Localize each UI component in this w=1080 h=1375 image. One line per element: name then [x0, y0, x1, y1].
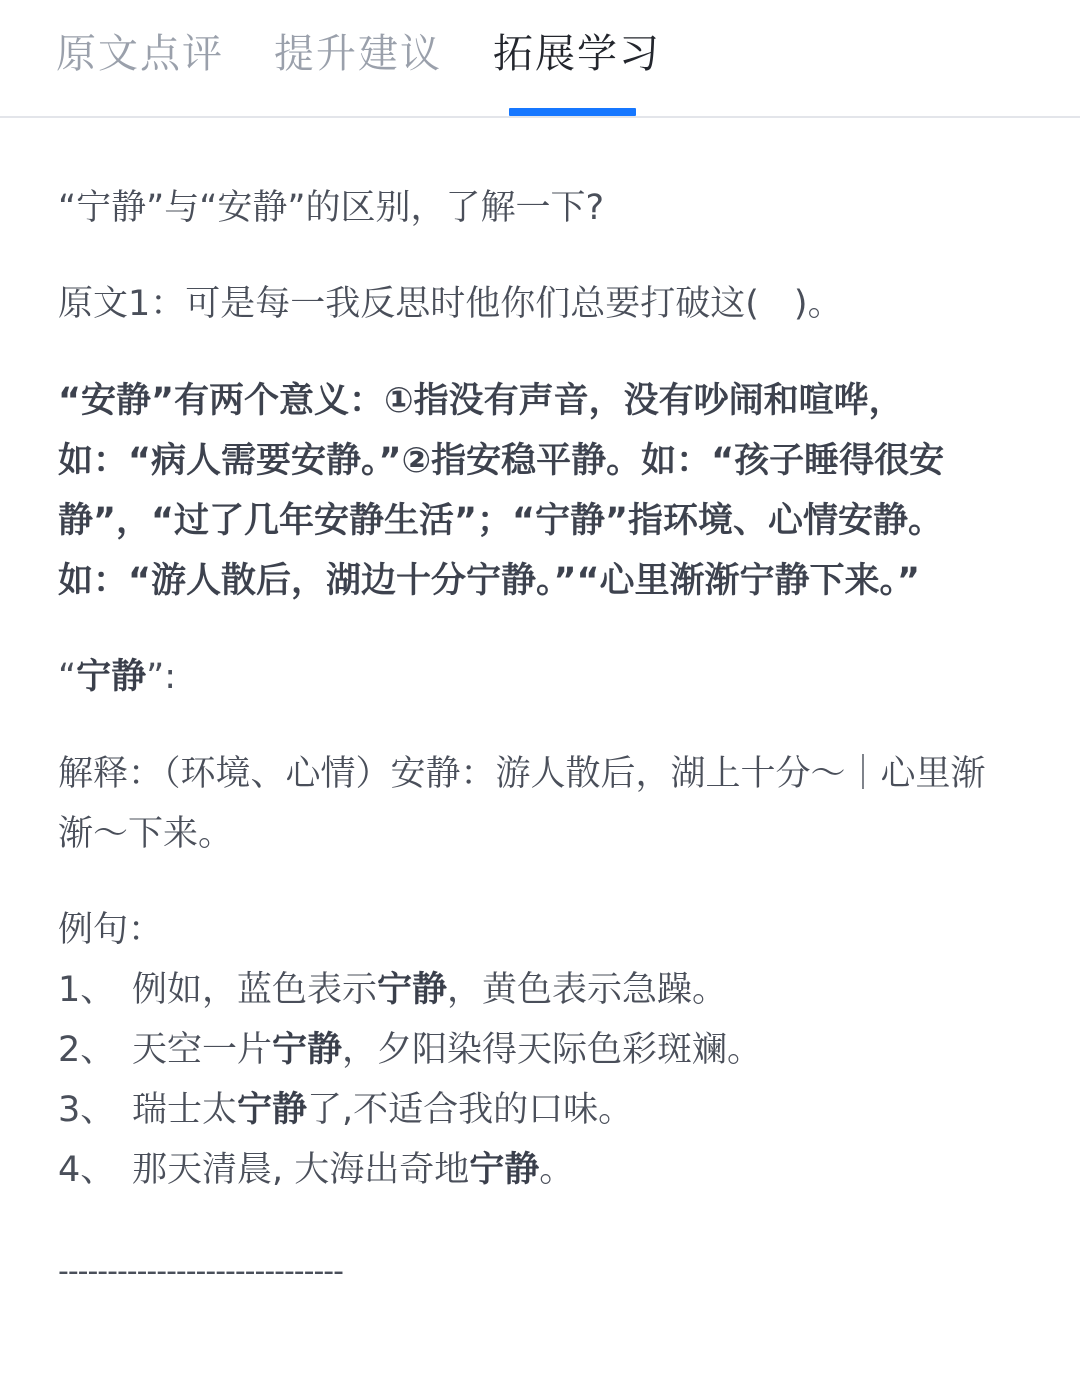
example-text-before: 那天清晨, 大海出奇地 [132, 1150, 470, 1190]
section-heading: “宁静”与“安静”的区别，了解一下? [58, 188, 605, 228]
term-heading [58, 647, 1008, 707]
example-text-after: ，黄色表示急躁。 [447, 970, 728, 1010]
list-item [58, 1020, 1008, 1080]
example-number: 4、 [58, 1150, 116, 1190]
example-text-before: 瑞士太 [132, 1090, 238, 1130]
list-item [58, 1080, 1008, 1140]
term-open-quote: “ [58, 657, 77, 697]
example-keyword: 宁静 [377, 970, 448, 1010]
example-text-after: 了,不适合我的口味。 [307, 1090, 634, 1130]
example-text-before: 天空一片 [132, 1030, 273, 1070]
tab-extended-learning[interactable]: 拓展学习 [493, 31, 661, 77]
example-text-before: 例如，蓝色表示 [132, 970, 378, 1010]
tab-original-review[interactable]: 原文点评 [56, 31, 224, 77]
learning-content [58, 178, 1008, 1292]
dashed-divider: ----------------------------- [58, 1254, 343, 1289]
word-difference-explanation: “安静”有两个意义：①指没有声音，没有吵闹和喧哗，如：“病人需要安静。”②指安稳平静。如：“孩子睡得很安静”，“过了几年安静生活”；“宁静”指环境、心情安静。如：“游人散后，湖边十分宁静。”“心里渐渐宁静下来。” [58, 381, 945, 601]
term-word: 宁静 [76, 657, 147, 697]
example-text-after: 。 [539, 1150, 575, 1190]
example-keyword: 宁静 [469, 1150, 540, 1190]
examples-label: 例句： [58, 910, 164, 950]
term-definition: 解释：（环境、心情）安静：游人散后，湖上十分～｜心里渐渐～下来。 [58, 754, 986, 854]
example-keyword: 宁静 [237, 1090, 308, 1130]
tab-improvement-suggestions[interactable]: 提升建议 [274, 31, 442, 77]
original-sentence: 原文1：可是每一我反思时他你们总要打破这( )。 [58, 284, 843, 324]
example-number: 3、 [58, 1090, 116, 1130]
active-tab-indicator [509, 108, 636, 116]
example-list [58, 960, 1008, 1200]
example-number: 1、 [58, 970, 116, 1010]
term-close: ”: [146, 657, 177, 697]
example-keyword: 宁静 [272, 1030, 343, 1070]
list-item [58, 1140, 1008, 1200]
list-item [58, 960, 1008, 1020]
example-text-after: ，夕阳染得天际色彩斑斓。 [342, 1030, 763, 1070]
tab-bar [0, 0, 1080, 118]
example-number: 2、 [58, 1030, 116, 1070]
